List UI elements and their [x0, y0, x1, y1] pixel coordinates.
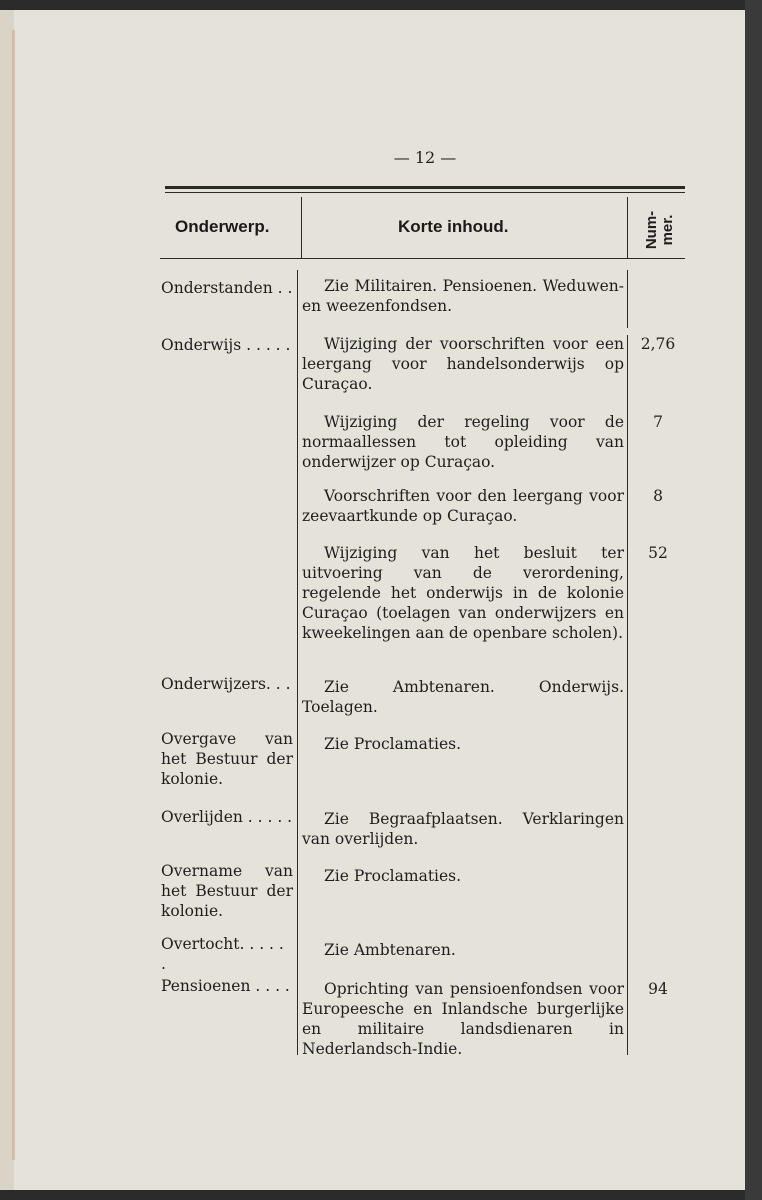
header-divider-2 — [627, 197, 628, 259]
page-edge — [12, 30, 15, 1160]
row-11-content: Oprichting van pensioenfondsen voor Europeesche en Inlandsche burgerlijke en militaire landsdienaren in Nederlandsch-Indie. — [302, 980, 624, 1058]
row-9-subject: Overname van het Bestuur der kolonie. — [161, 862, 293, 920]
row-4-content: Voorschriften voor den leergang voor zeevaartkunde op Curaçao. — [302, 487, 624, 525]
row-8-content: Zie Begraafplaatsen. Verklaringen van overlijden. — [302, 810, 624, 848]
row-1-content: Zie Militairen. Pensioenen. Weduwen- en weezenfondsen. — [302, 277, 624, 315]
row-11-number: 94 — [648, 980, 668, 998]
column-divider-1 — [297, 270, 298, 1055]
row-7-content: Zie Proclamaties. — [324, 735, 462, 753]
row-6-content: Zie Ambtenaren. Onderwijs. Toelagen. — [302, 678, 624, 716]
row-2-subject: Onderwijs . . . . . — [161, 336, 291, 354]
row-9-content: Zie Proclamaties. — [324, 867, 462, 885]
header-divider-1 — [301, 197, 302, 259]
row-10-subject: Overtocht. . . . . . — [161, 935, 284, 973]
column-divider-2a — [627, 270, 628, 328]
header-rule-bottom — [160, 258, 685, 259]
header-rule-top — [165, 186, 685, 189]
page-number: — 12 — — [393, 148, 457, 167]
header-number-wrap — [640, 207, 680, 253]
row-7-subject: Overgave van het Bestuur der kolonie. — [161, 730, 293, 788]
column-divider-2b — [627, 335, 628, 1055]
row-10-content: Zie Ambtenaren. — [324, 941, 456, 959]
row-4-number: 8 — [653, 487, 663, 505]
row-3-number: 7 — [653, 413, 663, 431]
header-rule-top-thin — [165, 192, 685, 193]
row-3-content: Wijziging der regeling voor de normaallessen tot opleiding van onderwijzer op Curaçao. — [302, 413, 624, 471]
header-number: Num- mer. — [643, 210, 676, 250]
row-6-subject: Onderwijzers. . . — [161, 675, 291, 693]
row-11-subject: Pensioenen . . . . — [161, 977, 290, 995]
row-2-content: Wijziging der voorschriften voor een leergang voor handelsonderwijs op Curaçao. — [302, 335, 624, 393]
header-subject: Onderwerp. — [175, 217, 270, 236]
header-content: Korte inhoud. — [398, 217, 509, 236]
row-2-number: 2,76 — [640, 335, 676, 353]
row-5-content: Wijziging van het besluit ter uitvoering van de verordening, regelende het onderwijs in de kolonie Curaçao (toelagen van onderwijzers en kweekelingen aan de openbare scholen). — [302, 544, 624, 642]
row-8-subject: Overlijden . . . . . — [161, 808, 293, 826]
row-1-subject: Onderstanden . . — [161, 279, 293, 297]
scan-border — [745, 0, 762, 1200]
row-5-number: 52 — [648, 544, 668, 562]
